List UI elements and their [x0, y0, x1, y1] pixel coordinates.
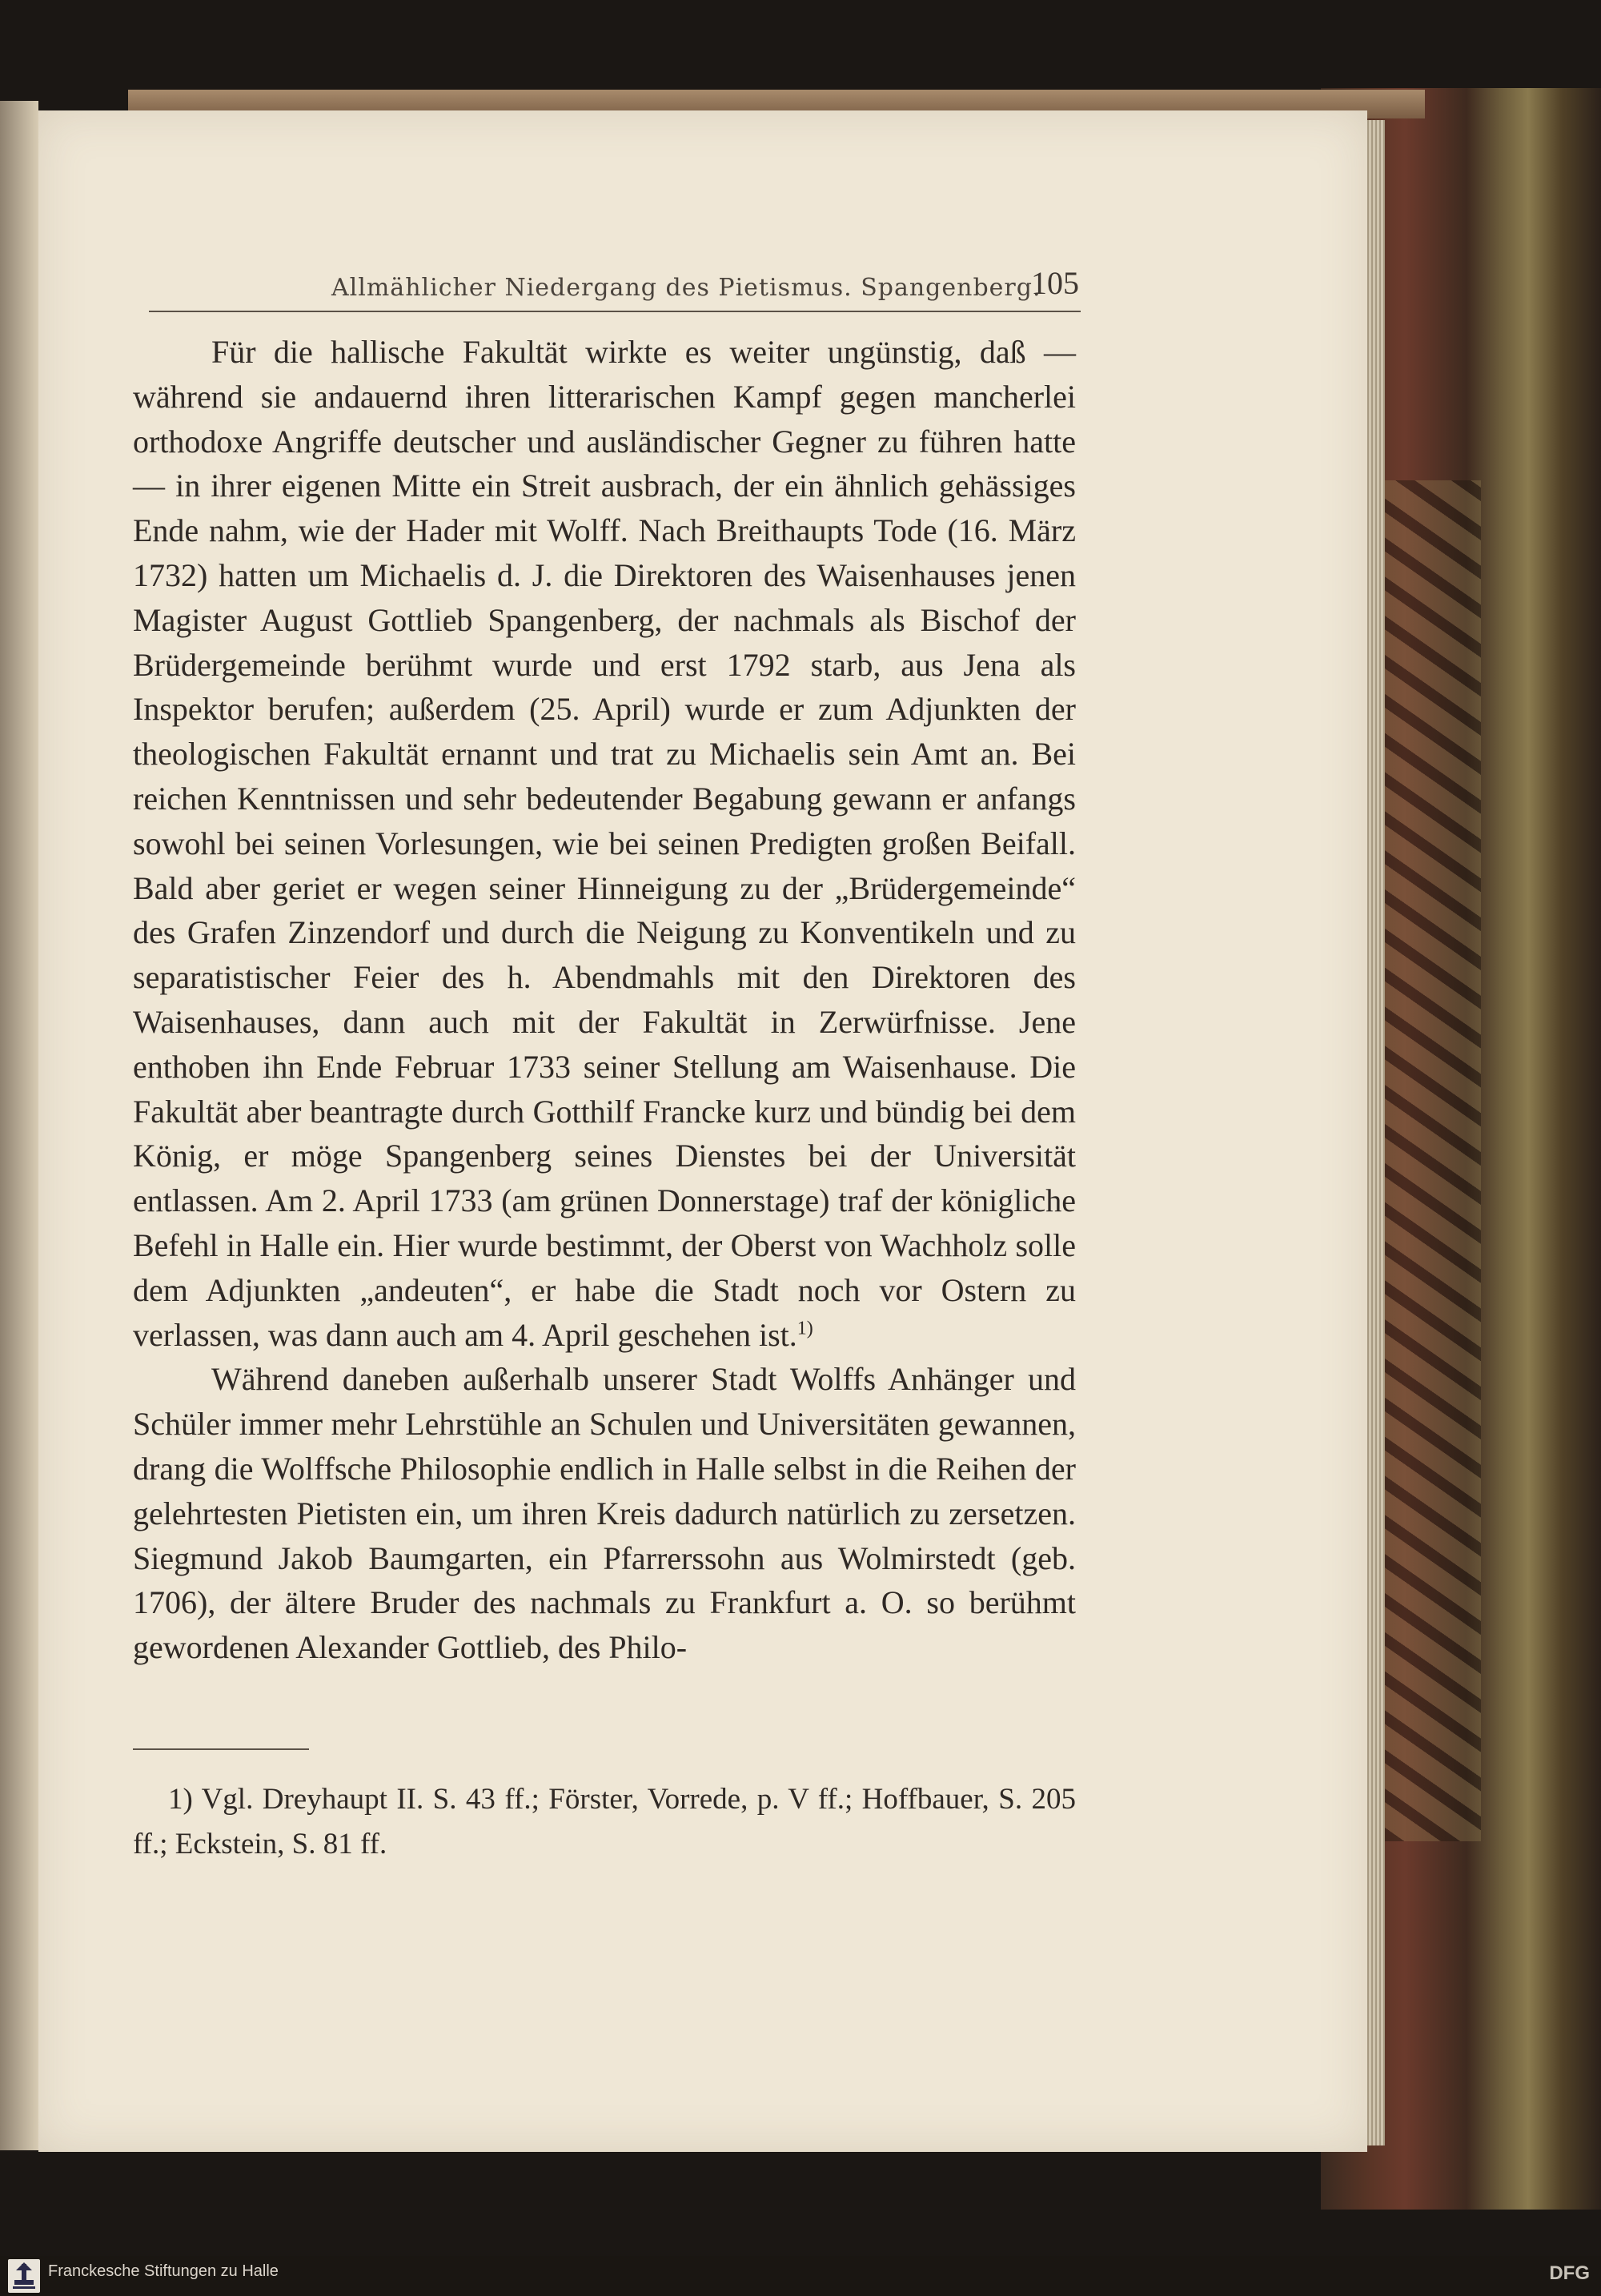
paragraph-1: [133, 330, 1076, 1357]
footnote-reference: 1): [796, 1318, 813, 1339]
running-head: [149, 263, 1081, 312]
footer-institution: Franckesche Stiftungen zu Halle: [48, 2262, 279, 2280]
left-page-edge: [0, 101, 38, 2150]
dfg-logo: DFG: [1549, 2262, 1590, 2284]
footnote: 1) Vgl. Dreyhaupt II. S. 43 ff.; Förster, Vorrede, p. V ff.; Hoffbauer, S. 205 ff.; Eckstein, S. 81 ff.: [133, 1783, 1076, 1860]
body-text: [133, 330, 1076, 1670]
paragraph-2: Während daneben außerhalb unserer Stadt Wolffs Anhänger und Schüler immer mehr Lehrstühle an Schulen und Universitäten gewannen, drang die Wolffsche Philosophie endlich in Halle selbst in die Reihen der gelehrtesten Pietisten ein, um ihren Kreis dadurch natürlich zu zersetzen. Siegmund Jakob Baumgarten, ein Pfarrerssohn aus Wolmirstedt (geb. 1706), der ältere Bruder des nachmals zu Frankfurt a. O. so berühmt gewordenen Alexander Gottlieb, des Philo-: [133, 1361, 1076, 1666]
institution-logo-icon: [8, 2259, 40, 2293]
footnote-rule: [133, 1748, 309, 1750]
page-number: 105: [1031, 265, 1079, 301]
marbled-cover-pattern: [1385, 480, 1481, 1841]
paragraph-1-text: Für die hallische Fakultät wirkte es weiter ungünstig, daß — während sie andauernd ihren litterarischen Kampf gegen mancherlei orthodoxe Angriffe deutscher und ausländischer Gegner zu führen hatte — in ihrer eigenen Mitte ein Streit ausbrach, der ein ähnlich gehässiges Ende nahm, wie der Hader mit Wolff. Nach Breithaupts Tode (16. März 1732) hatten um Michaelis d. J. die Direktoren des Waisenhauses jenen Magister August Gottlieb Spangenberg, der nachmals als Bischof der Brüdergemeinde berühmt wurde und erst 1792 starb, aus Jena als Inspektor berufen; außerdem (25. April) wurde er zum Adjunkten der theologischen Fakultät ernannt und trat zu Michaelis sein Amt an. Bei reichen Kenntnissen und sehr bedeutender Begabung gewann er anfangs sowohl bei seinen Vorlesungen, wie bei seinen Predigten großen Beifall. Bald aber geriet er wegen seiner Hinneigung zu der „Brüdergemeinde“ des Grafen Zinzendorf und durch die Neigung zu Konventikeln und zu separatistischer Feier des h. Abendmahls mit den Direktoren des Waisenhauses, dann auch mit der Fakultät in Zerwürfnisse. Jene enthoben ihn Ende Februar 1733 seiner Stellung am Waisenhause. Die Fakultät aber beantragte durch Gotthilf Francke kurz und bündig bei dem König, er möge Spangenberg seines Dienstes bei der Universität entlassen. Am 2. April 1733 (am grünen Donnerstage) traf der königliche Befehl in Halle ein. Hier wurde bestimmt, der Oberst von Wachholz solle dem Adjunkten „andeuten“, er habe die Stadt noch vor Ostern zu verlassen, was dann auch am 4. April geschehen ist.: [133, 334, 1076, 1353]
running-title: Allmählicher Niedergang des Pietismus. Spangenberg.: [331, 274, 1041, 302]
